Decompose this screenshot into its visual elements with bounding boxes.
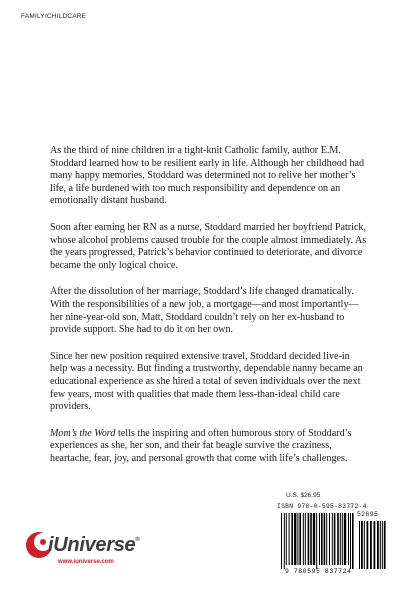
back-cover-blurb — [50, 145, 368, 465]
closing-text: tells the inspiring and often humorous story of Stoddard’s experiences as she, her son, and their fat beagle survive the craziness, heartache, fear, joy, and personal growth that come with life’s challenges. — [50, 427, 352, 464]
publisher-name: iUniverse® — [48, 534, 140, 556]
blurb-paragraph: Soon after earning her RN as a nurse, Stoddard married her boyfriend Patrick, whose alcohol problems caused trouble for the couple almost immediately. As the years progressed, Patrick’s behavior continued to deteriorate, and divorce became the only logical choice. — [50, 221, 367, 271]
publisher-url: www.iuniverse.com — [58, 559, 114, 565]
barcode-number: 9 780595 837724 — [285, 568, 352, 575]
isbn-barcode — [277, 503, 391, 577]
isbn-text: ISBN 978-0-595-83772-4 — [277, 503, 367, 510]
publisher-logo — [24, 526, 174, 576]
price-label: U.S. $26.95 — [286, 492, 321, 499]
barcode-bars — [277, 513, 391, 569]
addon-code: 52695 — [357, 511, 379, 518]
category-label: FAMILY/CHILDCARE — [21, 13, 87, 20]
blurb-paragraph: As the third of nine children in a tight-knit Catholic family, author E.M. Stoddard learned how to be resilient early in life. Although her childhood had many happy memories, Stoddard was determined not to relive her mother’s life, a life burdened with too much responsibility and dependence on an emotionally distant husband. — [50, 145, 365, 207]
book-title: Mom’s the Word — [50, 427, 116, 439]
blurb-paragraph: After the dissolution of her marriage, Stoddard’s life changed dramatically. With the responsibilities of a new job, a mortgage—and most importantly—her nine-year-old son, Matt, Stoddard couldn’t rely on her ex-husband to provide support. She had to do it on her own. — [50, 286, 359, 336]
blurb-paragraph: Since her new position required extensive travel, Stoddard decided live-in help was a necessity. But finding a trustworthy, dependable nanny became an educational experience as she hired a total of seven individuals over the next few years, most with qualities that made them less-than-ideal child care providers. — [50, 350, 363, 413]
closing-paragraph — [50, 428, 368, 466]
